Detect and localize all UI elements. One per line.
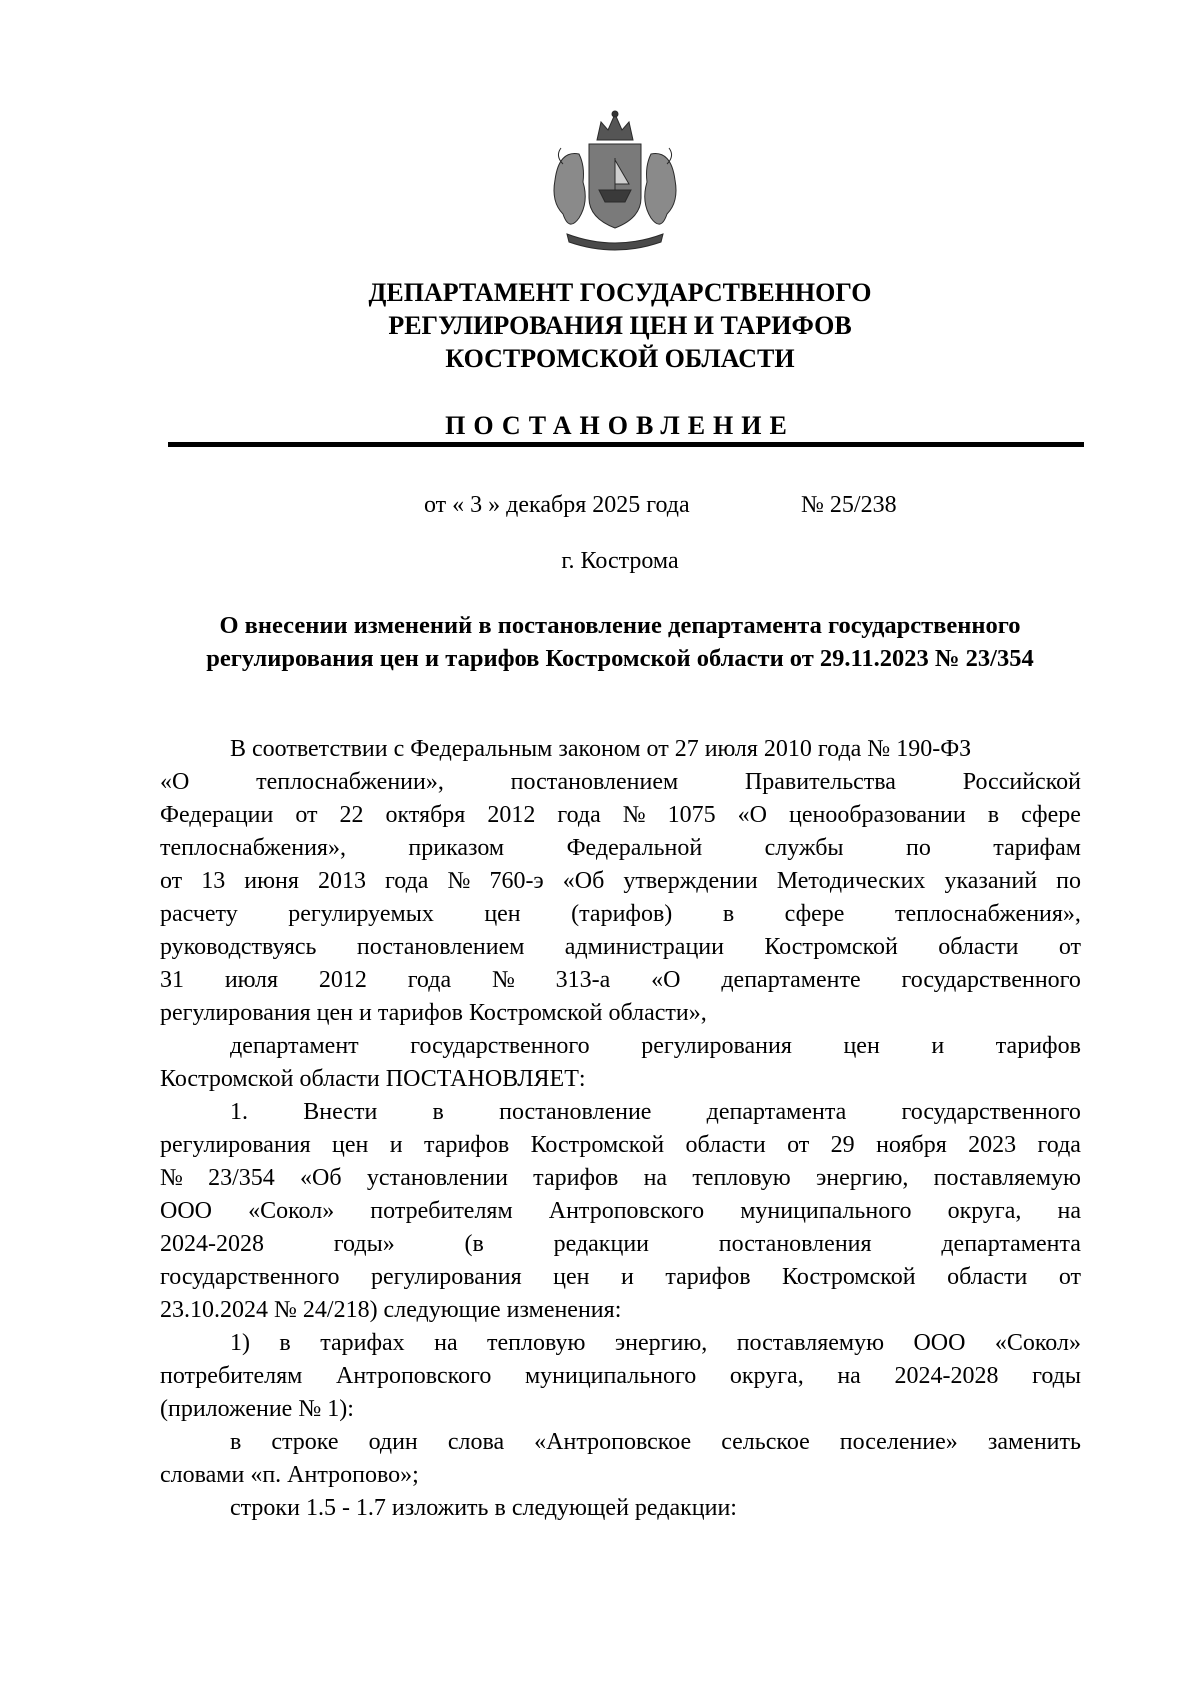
body-line: Костромской области ПОСТАНОВЛЯЕТ: [160,1066,586,1092]
body-line: теплоснабжения», приказом Федеральной службы по тарифам [160,835,1081,861]
body-line: государственного регулирования цен и тарифов Костромской области от [160,1264,1081,1290]
department-name-line: РЕГУЛИРОВАНИЯ ЦЕН И ТАРИФОВ [388,311,852,340]
body-line: № 23/354 «Об установлении тарифов на тепловую энергию, поставляемую [160,1165,1081,1191]
header-divider [168,442,1084,447]
body-line: строки 1.5 - 1.7 изложить в следующей редакции: [230,1495,737,1521]
body-line: 1. Внести в постановление департамента государственного [230,1099,1081,1125]
department-name [150,276,1090,375]
department-name-line: ДЕПАРТАМЕНТ ГОСУДАРСТВЕННОГО [368,278,872,307]
body-line: потребителям Антроповского муниципального округа, на 2024-2028 годы [160,1363,1081,1389]
body-line: регулирования цен и тарифов Костромской области», [160,1000,707,1026]
body-line: словами «п. Антропово»; [160,1462,419,1488]
body-line: 2024-2028 годы» (в редакции постановления департамента [160,1231,1081,1257]
body-line: 31 июля 2012 года № 313-а «О департаменте государственного [160,967,1081,993]
body-line: «О теплоснабжении», постановлением Правительства Российской [160,769,1081,795]
subject-line: регулирования цен и тарифов Костромской области от 29.11.2023 № 23/354 [206,645,1034,672]
body-line: департамент государственного регулирования цен и тарифов [230,1033,1081,1059]
subject-line: О внесении изменений в постановление департамента государственного [219,612,1021,639]
document-number: № 25/238 [801,492,897,518]
body-line: от 13 июня 2013 года № 760-э «Об утверждении Методических указаний по [160,868,1081,894]
document-city: г. Кострома [561,548,679,574]
document-body [160,733,1081,1525]
body-line: Федерации от 22 октября 2012 года № 1075 «О ценообразовании в сфере [160,802,1081,828]
body-line: В соответствии с Федеральным законом от 27 июля 2010 года № 190-ФЗ [230,736,972,762]
department-name-line: КОСТРОМСКОЙ ОБЛАСТИ [445,344,795,373]
body-line: ООО «Сокол» потребителям Антроповского муниципального округа, на [160,1198,1081,1224]
coat-of-arms-icon [545,110,685,258]
body-line: 1) в тарифах на тепловую энергию, поставляемую ООО «Сокол» [230,1330,1081,1356]
body-line: (приложение № 1): [160,1396,354,1422]
document-date: от « 3 » декабря 2025 года [424,492,690,518]
body-line: в строке один слова «Антроповское сельское поселение» заменить [230,1429,1081,1455]
document-subject [155,609,1085,675]
body-line: 23.10.2024 № 24/218) следующие изменения: [160,1297,622,1323]
body-line: расчету регулируемых цен (тарифов) в сфере теплоснабжения», [160,901,1081,927]
body-line: регулирования цен и тарифов Костромской области от 29 ноября 2023 года [160,1132,1081,1158]
body-line: руководствуясь постановлением администрации Костромской области от [160,934,1081,960]
document-type: ПОСТАНОВЛЕНИЕ [445,411,795,440]
